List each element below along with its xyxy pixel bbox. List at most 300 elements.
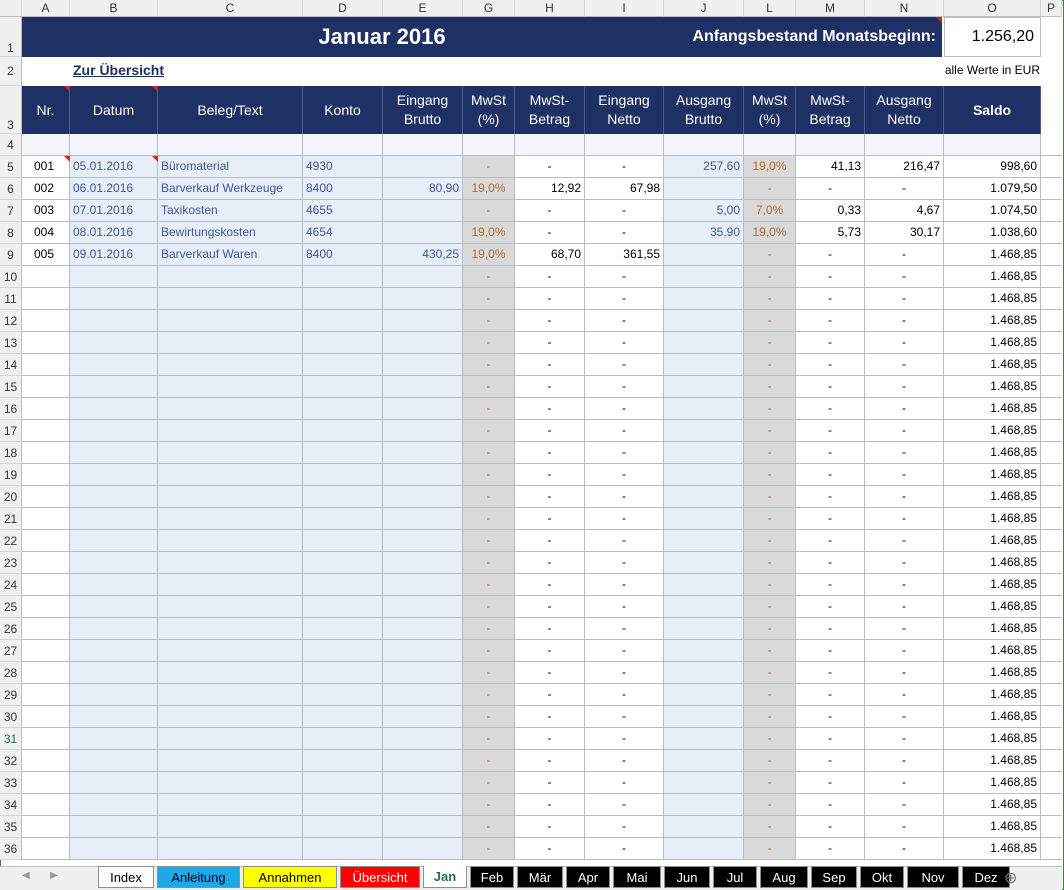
cell-r22-cb[interactable] xyxy=(70,530,158,552)
cell-r27-co[interactable]: 1.468,85 xyxy=(944,640,1041,662)
cell-r20-ca[interactable] xyxy=(22,486,70,508)
row-header-15[interactable]: 15 xyxy=(0,376,22,398)
cell-r18-cj[interactable] xyxy=(664,442,744,464)
cell-r25-cc[interactable] xyxy=(158,596,303,618)
column-header-h[interactable]: H xyxy=(515,0,585,17)
cell-r16-cl[interactable]: - xyxy=(744,398,796,420)
cell-r29-ce[interactable] xyxy=(383,684,463,706)
row-header-27[interactable]: 27 xyxy=(0,640,22,662)
cell-r36-cj[interactable] xyxy=(664,838,744,860)
cell-r36-cd[interactable] xyxy=(303,838,383,860)
cell-r18-ce[interactable] xyxy=(383,442,463,464)
cell-r21-cd[interactable] xyxy=(303,508,383,530)
cell-r25-cm[interactable]: - xyxy=(796,596,865,618)
cell-r7-cm[interactable]: 0,33 xyxy=(796,200,865,222)
cell-r15-ci[interactable]: - xyxy=(585,376,664,398)
cell-r28-ca[interactable] xyxy=(22,662,70,684)
cell-column-p[interactable] xyxy=(1041,552,1062,574)
cell-r10-ce[interactable] xyxy=(383,266,463,288)
cell-r14-cc[interactable] xyxy=(158,354,303,376)
cell-r36-cg[interactable]: - xyxy=(463,838,515,860)
row-header-32[interactable]: 32 xyxy=(0,750,22,772)
row-header-35[interactable]: 35 xyxy=(0,816,22,838)
cell-r29-ca[interactable] xyxy=(22,684,70,706)
row-header-36[interactable]: 36 xyxy=(0,838,22,860)
sheet-tab-apr[interactable]: Apr xyxy=(566,866,610,888)
sheet-tab-feb[interactable]: Feb xyxy=(470,866,514,888)
cell-r21-ca[interactable] xyxy=(22,508,70,530)
cell-r27-ca[interactable] xyxy=(22,640,70,662)
cell-r34-cm[interactable]: - xyxy=(796,794,865,816)
cell-column-p[interactable] xyxy=(1041,464,1062,486)
column-header-b[interactable]: B xyxy=(70,0,158,17)
cell-r31-cn[interactable]: - xyxy=(865,728,944,750)
cell-blank[interactable] xyxy=(865,134,944,156)
cell-r30-cd[interactable] xyxy=(303,706,383,728)
cell-r17-cb[interactable] xyxy=(70,420,158,442)
cell-column-p[interactable] xyxy=(1041,794,1062,816)
cell-r29-cg[interactable]: - xyxy=(463,684,515,706)
cell-r23-co[interactable]: 1.468,85 xyxy=(944,552,1041,574)
cell-r32-ca[interactable] xyxy=(22,750,70,772)
cell-r18-cn[interactable]: - xyxy=(865,442,944,464)
cell-r5-cc[interactable]: Büromaterial xyxy=(158,156,303,178)
cell-column-p[interactable] xyxy=(1041,530,1062,552)
cell-r18-cb[interactable] xyxy=(70,442,158,464)
row-header-9[interactable]: 9 xyxy=(0,244,22,266)
cell-r14-ca[interactable] xyxy=(22,354,70,376)
cell-r33-ce[interactable] xyxy=(383,772,463,794)
cell-r17-ca[interactable] xyxy=(22,420,70,442)
cell-r16-cc[interactable] xyxy=(158,398,303,420)
sheet-tab-dez[interactable]: Dez xyxy=(962,866,1010,888)
cell-r22-cc[interactable] xyxy=(158,530,303,552)
cell-r32-cm[interactable]: - xyxy=(796,750,865,772)
row-header-11[interactable]: 11 xyxy=(0,288,22,310)
cell-r19-cd[interactable] xyxy=(303,464,383,486)
cell-r12-cg[interactable]: - xyxy=(463,310,515,332)
cell-r11-cg[interactable]: - xyxy=(463,288,515,310)
cell-r23-cm[interactable]: - xyxy=(796,552,865,574)
row-header-30[interactable]: 30 xyxy=(0,706,22,728)
cell-r26-cg[interactable]: - xyxy=(463,618,515,640)
cell-r30-cl[interactable]: - xyxy=(744,706,796,728)
cell-r19-cj[interactable] xyxy=(664,464,744,486)
cell-r27-cg[interactable]: - xyxy=(463,640,515,662)
cell-r11-cn[interactable]: - xyxy=(865,288,944,310)
cell-r20-cg[interactable]: - xyxy=(463,486,515,508)
column-header-p[interactable]: P xyxy=(1041,0,1062,17)
column-header-i[interactable]: I xyxy=(585,0,664,17)
cell-r9-cb[interactable]: 09.01.2016 xyxy=(70,244,158,266)
cell-r17-cd[interactable] xyxy=(303,420,383,442)
cell-r35-ca[interactable] xyxy=(22,816,70,838)
cell-r33-cd[interactable] xyxy=(303,772,383,794)
cell-r24-cn[interactable]: - xyxy=(865,574,944,596)
cell-r17-cc[interactable] xyxy=(158,420,303,442)
cell-r10-cj[interactable] xyxy=(664,266,744,288)
cell-r36-ci[interactable]: - xyxy=(585,838,664,860)
cell-r26-cd[interactable] xyxy=(303,618,383,640)
cell-r7-cb[interactable]: 07.01.2016 xyxy=(70,200,158,222)
cell-r13-cc[interactable] xyxy=(158,332,303,354)
cell-r36-cb[interactable] xyxy=(70,838,158,860)
sheet-tab-anleitung[interactable]: Anleitung xyxy=(157,866,240,888)
cell-r30-cb[interactable] xyxy=(70,706,158,728)
cell-r8-ca[interactable]: 004 xyxy=(22,222,70,244)
cell-r13-cd[interactable] xyxy=(303,332,383,354)
cell-r11-cd[interactable] xyxy=(303,288,383,310)
cell-r29-cn[interactable]: - xyxy=(865,684,944,706)
cell-r35-ch[interactable]: - xyxy=(515,816,585,838)
sheet-tab-index[interactable]: Index xyxy=(98,866,154,888)
cell-column-p[interactable] xyxy=(1041,244,1062,266)
cell-r11-cm[interactable]: - xyxy=(796,288,865,310)
cell-r7-cj[interactable]: 5,00 xyxy=(664,200,744,222)
cell-r30-cj[interactable] xyxy=(664,706,744,728)
cell-blank[interactable] xyxy=(463,134,515,156)
cell-r18-co[interactable]: 1.468,85 xyxy=(944,442,1041,464)
cell-column-p[interactable] xyxy=(1041,684,1062,706)
cell-r14-ce[interactable] xyxy=(383,354,463,376)
cell-r34-co[interactable]: 1.468,85 xyxy=(944,794,1041,816)
cell-r31-co[interactable]: 1.468,85 xyxy=(944,728,1041,750)
cell-r27-ch[interactable]: - xyxy=(515,640,585,662)
cell-r26-ca[interactable] xyxy=(22,618,70,640)
row-header-28[interactable]: 28 xyxy=(0,662,22,684)
cell-r10-cl[interactable]: - xyxy=(744,266,796,288)
cell-r10-ci[interactable]: - xyxy=(585,266,664,288)
cell-r33-cb[interactable] xyxy=(70,772,158,794)
cell-r24-ch[interactable]: - xyxy=(515,574,585,596)
cell-r30-ca[interactable] xyxy=(22,706,70,728)
cell-r8-cm[interactable]: 5,73 xyxy=(796,222,865,244)
cell-r12-cl[interactable]: - xyxy=(744,310,796,332)
cell-r9-cl[interactable]: - xyxy=(744,244,796,266)
select-all-corner[interactable] xyxy=(0,0,22,17)
cell-column-p[interactable] xyxy=(1041,222,1062,244)
sheet-tab-übersicht[interactable]: Übersicht xyxy=(340,866,420,888)
cell-r6-ca[interactable]: 002 xyxy=(22,178,70,200)
cell-r19-cn[interactable]: - xyxy=(865,464,944,486)
cell-r15-cj[interactable] xyxy=(664,376,744,398)
cell-column-p[interactable] xyxy=(1041,508,1062,530)
cell-r23-cg[interactable]: - xyxy=(463,552,515,574)
cell-r13-cj[interactable] xyxy=(664,332,744,354)
sheet-tab-jun[interactable]: Jun xyxy=(664,866,710,888)
cell-column-p[interactable] xyxy=(1041,332,1062,354)
column-header-c[interactable]: C xyxy=(158,0,303,17)
row-header-22[interactable]: 22 xyxy=(0,530,22,552)
cell-r20-cn[interactable]: - xyxy=(865,486,944,508)
cell-r26-cm[interactable]: - xyxy=(796,618,865,640)
cell-r15-ch[interactable]: - xyxy=(515,376,585,398)
cell-r7-ch[interactable]: - xyxy=(515,200,585,222)
cell-column-p[interactable] xyxy=(1041,618,1062,640)
cell-column-p[interactable] xyxy=(1041,574,1062,596)
cell-blank[interactable] xyxy=(70,134,158,156)
cell-r6-cg[interactable]: 19,0% xyxy=(463,178,515,200)
cell-r8-cj[interactable]: 35,90 xyxy=(664,222,744,244)
cell-r5-ce[interactable] xyxy=(383,156,463,178)
cell-r9-ca[interactable]: 005 xyxy=(22,244,70,266)
cell-r12-ci[interactable]: - xyxy=(585,310,664,332)
cell-r33-ci[interactable]: - xyxy=(585,772,664,794)
cell-r29-cm[interactable]: - xyxy=(796,684,865,706)
cell-r33-co[interactable]: 1.468,85 xyxy=(944,772,1041,794)
cell-column-p[interactable] xyxy=(1041,310,1062,332)
cell-r17-cg[interactable]: - xyxy=(463,420,515,442)
cell-r12-cb[interactable] xyxy=(70,310,158,332)
cell-r35-cc[interactable] xyxy=(158,816,303,838)
cell-r26-cj[interactable] xyxy=(664,618,744,640)
cell-r25-ce[interactable] xyxy=(383,596,463,618)
cell-r17-cm[interactable]: - xyxy=(796,420,865,442)
cell-r16-cj[interactable] xyxy=(664,398,744,420)
cell-r13-ch[interactable]: - xyxy=(515,332,585,354)
cell-r21-cl[interactable]: - xyxy=(744,508,796,530)
cell-r12-ce[interactable] xyxy=(383,310,463,332)
cell-blank[interactable] xyxy=(944,134,1041,156)
column-header-o[interactable]: O xyxy=(944,0,1041,17)
cell-r34-cd[interactable] xyxy=(303,794,383,816)
cell-r36-ch[interactable]: - xyxy=(515,838,585,860)
cell-r6-cd[interactable]: 8400 xyxy=(303,178,383,200)
cell-r15-cl[interactable]: - xyxy=(744,376,796,398)
cell-r17-co[interactable]: 1.468,85 xyxy=(944,420,1041,442)
cell-r5-cg[interactable]: - xyxy=(463,156,515,178)
cell-r11-co[interactable]: 1.468,85 xyxy=(944,288,1041,310)
cell-r32-cj[interactable] xyxy=(664,750,744,772)
cell-r34-cg[interactable]: - xyxy=(463,794,515,816)
column-header-d[interactable]: D xyxy=(303,0,383,17)
cell-column-p[interactable] xyxy=(1041,156,1062,178)
cell-r14-co[interactable]: 1.468,85 xyxy=(944,354,1041,376)
row-header-12[interactable]: 12 xyxy=(0,310,22,332)
cell-r25-co[interactable]: 1.468,85 xyxy=(944,596,1041,618)
cell-r16-cb[interactable] xyxy=(70,398,158,420)
sheet-tab-jan[interactable]: Jan xyxy=(423,866,467,888)
cell-column-p[interactable] xyxy=(1041,728,1062,750)
cell-r7-cl[interactable]: 7,0% xyxy=(744,200,796,222)
row-header-3[interactable]: 3 xyxy=(0,86,22,134)
cell-r13-cn[interactable]: - xyxy=(865,332,944,354)
cell-r27-cn[interactable]: - xyxy=(865,640,944,662)
cell-r14-cm[interactable]: - xyxy=(796,354,865,376)
row-header-14[interactable]: 14 xyxy=(0,354,22,376)
cell-r7-ci[interactable]: - xyxy=(585,200,664,222)
cell-r5-cj[interactable]: 257,60 xyxy=(664,156,744,178)
cell-r13-ca[interactable] xyxy=(22,332,70,354)
cell-r6-ce[interactable]: 80,90 xyxy=(383,178,463,200)
cell-r19-ce[interactable] xyxy=(383,464,463,486)
cell-r13-cg[interactable]: - xyxy=(463,332,515,354)
cell-r16-cd[interactable] xyxy=(303,398,383,420)
cell-r16-ca[interactable] xyxy=(22,398,70,420)
cell-r28-co[interactable]: 1.468,85 xyxy=(944,662,1041,684)
cell-r29-cb[interactable] xyxy=(70,684,158,706)
cell-r14-ch[interactable]: - xyxy=(515,354,585,376)
cell-column-p[interactable] xyxy=(1041,288,1062,310)
cell-r19-ci[interactable]: - xyxy=(585,464,664,486)
cell-r13-ce[interactable] xyxy=(383,332,463,354)
row-header-23[interactable]: 23 xyxy=(0,552,22,574)
cell-r35-cd[interactable] xyxy=(303,816,383,838)
cell-r30-cn[interactable]: - xyxy=(865,706,944,728)
cell-r33-cl[interactable]: - xyxy=(744,772,796,794)
cell-r32-cg[interactable]: - xyxy=(463,750,515,772)
cell-r31-ce[interactable] xyxy=(383,728,463,750)
cell-r14-cl[interactable]: - xyxy=(744,354,796,376)
sheet-tab-jul[interactable]: Jul xyxy=(713,866,757,888)
cell-r35-cl[interactable]: - xyxy=(744,816,796,838)
cell-r31-cg[interactable]: - xyxy=(463,728,515,750)
cell-r26-ch[interactable]: - xyxy=(515,618,585,640)
cell-r32-cl[interactable]: - xyxy=(744,750,796,772)
cell-r30-cc[interactable] xyxy=(158,706,303,728)
cell-r36-ca[interactable] xyxy=(22,838,70,860)
cell-r18-ca[interactable] xyxy=(22,442,70,464)
cell-r8-cl[interactable]: 19,0% xyxy=(744,222,796,244)
cell-r29-ci[interactable]: - xyxy=(585,684,664,706)
cell-r23-cc[interactable] xyxy=(158,552,303,574)
cell-r26-cb[interactable] xyxy=(70,618,158,640)
cell-r17-cj[interactable] xyxy=(664,420,744,442)
cell-r34-cc[interactable] xyxy=(158,794,303,816)
cell-blank[interactable] xyxy=(303,134,383,156)
cell-r10-cc[interactable] xyxy=(158,266,303,288)
cell-r13-cb[interactable] xyxy=(70,332,158,354)
cell-r10-cb[interactable] xyxy=(70,266,158,288)
sheet-tab-nov[interactable]: Nov xyxy=(907,866,959,888)
cell-r9-cj[interactable] xyxy=(664,244,744,266)
cell-r25-cl[interactable]: - xyxy=(744,596,796,618)
cell-r29-ch[interactable]: - xyxy=(515,684,585,706)
cell-r36-cl[interactable]: - xyxy=(744,838,796,860)
cell-r24-ci[interactable]: - xyxy=(585,574,664,596)
cell-r6-co[interactable]: 1.079,50 xyxy=(944,178,1041,200)
cell-r20-cj[interactable] xyxy=(664,486,744,508)
cell-r31-cl[interactable]: - xyxy=(744,728,796,750)
column-header-e[interactable]: E xyxy=(383,0,463,17)
cell-r33-ca[interactable] xyxy=(22,772,70,794)
cell-r12-ca[interactable] xyxy=(22,310,70,332)
cell-r27-cd[interactable] xyxy=(303,640,383,662)
cell-r15-ce[interactable] xyxy=(383,376,463,398)
cell-r30-ch[interactable]: - xyxy=(515,706,585,728)
cell-r6-cl[interactable]: - xyxy=(744,178,796,200)
cell-r14-cb[interactable] xyxy=(70,354,158,376)
cell-r6-cn[interactable]: - xyxy=(865,178,944,200)
cell-r10-co[interactable]: 1.468,85 xyxy=(944,266,1041,288)
cell-r24-ca[interactable] xyxy=(22,574,70,596)
cell-r18-cm[interactable]: - xyxy=(796,442,865,464)
cell-r15-cn[interactable]: - xyxy=(865,376,944,398)
cell-r33-cm[interactable]: - xyxy=(796,772,865,794)
cell-r5-cn[interactable]: 216,47 xyxy=(865,156,944,178)
cell-r35-cg[interactable]: - xyxy=(463,816,515,838)
cell-r35-co[interactable]: 1.468,85 xyxy=(944,816,1041,838)
cell-r7-ce[interactable] xyxy=(383,200,463,222)
cell-r9-cd[interactable]: 8400 xyxy=(303,244,383,266)
cell-r12-cj[interactable] xyxy=(664,310,744,332)
cell-r6-ci[interactable]: 67,98 xyxy=(585,178,664,200)
cell-r28-cg[interactable]: - xyxy=(463,662,515,684)
tab-scroll-left-icon[interactable]: ◀ xyxy=(22,870,30,881)
cell-r23-cb[interactable] xyxy=(70,552,158,574)
row-header-2[interactable]: 2 xyxy=(0,57,22,86)
cell-r20-cb[interactable] xyxy=(70,486,158,508)
cell-r26-cn[interactable]: - xyxy=(865,618,944,640)
cell-r8-cn[interactable]: 30,17 xyxy=(865,222,944,244)
cell-r7-cc[interactable]: Taxikosten xyxy=(158,200,303,222)
cell-r17-ci[interactable]: - xyxy=(585,420,664,442)
cell-r22-ce[interactable] xyxy=(383,530,463,552)
cell-r34-ca[interactable] xyxy=(22,794,70,816)
row-header-7[interactable]: 7 xyxy=(0,200,22,222)
cell-r12-cc[interactable] xyxy=(158,310,303,332)
cell-r11-ca[interactable] xyxy=(22,288,70,310)
row-header-6[interactable]: 6 xyxy=(0,178,22,200)
cell-r9-co[interactable]: 1.468,85 xyxy=(944,244,1041,266)
cell-r18-ch[interactable]: - xyxy=(515,442,585,464)
cell-r10-ch[interactable]: - xyxy=(515,266,585,288)
cell-r7-cd[interactable]: 4655 xyxy=(303,200,383,222)
cell-r24-cg[interactable]: - xyxy=(463,574,515,596)
cell-r29-cl[interactable]: - xyxy=(744,684,796,706)
cell-r8-co[interactable]: 1.038,60 xyxy=(944,222,1041,244)
cell-r16-cn[interactable]: - xyxy=(865,398,944,420)
cell-r28-ci[interactable]: - xyxy=(585,662,664,684)
cell-r24-cj[interactable] xyxy=(664,574,744,596)
cell-r17-ce[interactable] xyxy=(383,420,463,442)
cell-r6-cj[interactable] xyxy=(664,178,744,200)
cell-r10-cm[interactable]: - xyxy=(796,266,865,288)
cell-r17-cn[interactable]: - xyxy=(865,420,944,442)
cell-r29-cc[interactable] xyxy=(158,684,303,706)
row-header-19[interactable]: 19 xyxy=(0,464,22,486)
cell-r6-ch[interactable]: 12,92 xyxy=(515,178,585,200)
cell-r21-cj[interactable] xyxy=(664,508,744,530)
column-header-j[interactable]: J xyxy=(664,0,744,17)
sheet-tab-annahmen[interactable]: Annahmen xyxy=(243,866,337,888)
cell-r8-ce[interactable] xyxy=(383,222,463,244)
cell-column-p[interactable] xyxy=(1041,486,1062,508)
cell-r32-cc[interactable] xyxy=(158,750,303,772)
cell-r23-cj[interactable] xyxy=(664,552,744,574)
cell-r8-ci[interactable]: - xyxy=(585,222,664,244)
cell-r13-cl[interactable]: - xyxy=(744,332,796,354)
cell-r9-cm[interactable]: - xyxy=(796,244,865,266)
cell-r36-cc[interactable] xyxy=(158,838,303,860)
cell-column-p[interactable] xyxy=(1041,200,1062,222)
cell-r8-ch[interactable]: - xyxy=(515,222,585,244)
column-header-m[interactable]: M xyxy=(796,0,865,17)
cell-r31-cb[interactable] xyxy=(70,728,158,750)
cell-column-p[interactable] xyxy=(1041,772,1062,794)
cell-r9-cg[interactable]: 19,0% xyxy=(463,244,515,266)
cell-r30-ce[interactable] xyxy=(383,706,463,728)
cell-r24-cc[interactable] xyxy=(158,574,303,596)
cell-r28-cj[interactable] xyxy=(664,662,744,684)
cell-r27-ce[interactable] xyxy=(383,640,463,662)
overview-link[interactable]: Zur Übersicht xyxy=(73,62,165,78)
cell-r22-cn[interactable]: - xyxy=(865,530,944,552)
cell-r34-cn[interactable]: - xyxy=(865,794,944,816)
cell-r27-cc[interactable] xyxy=(158,640,303,662)
cell-r19-co[interactable]: 1.468,85 xyxy=(944,464,1041,486)
cell-r11-ch[interactable]: - xyxy=(515,288,585,310)
